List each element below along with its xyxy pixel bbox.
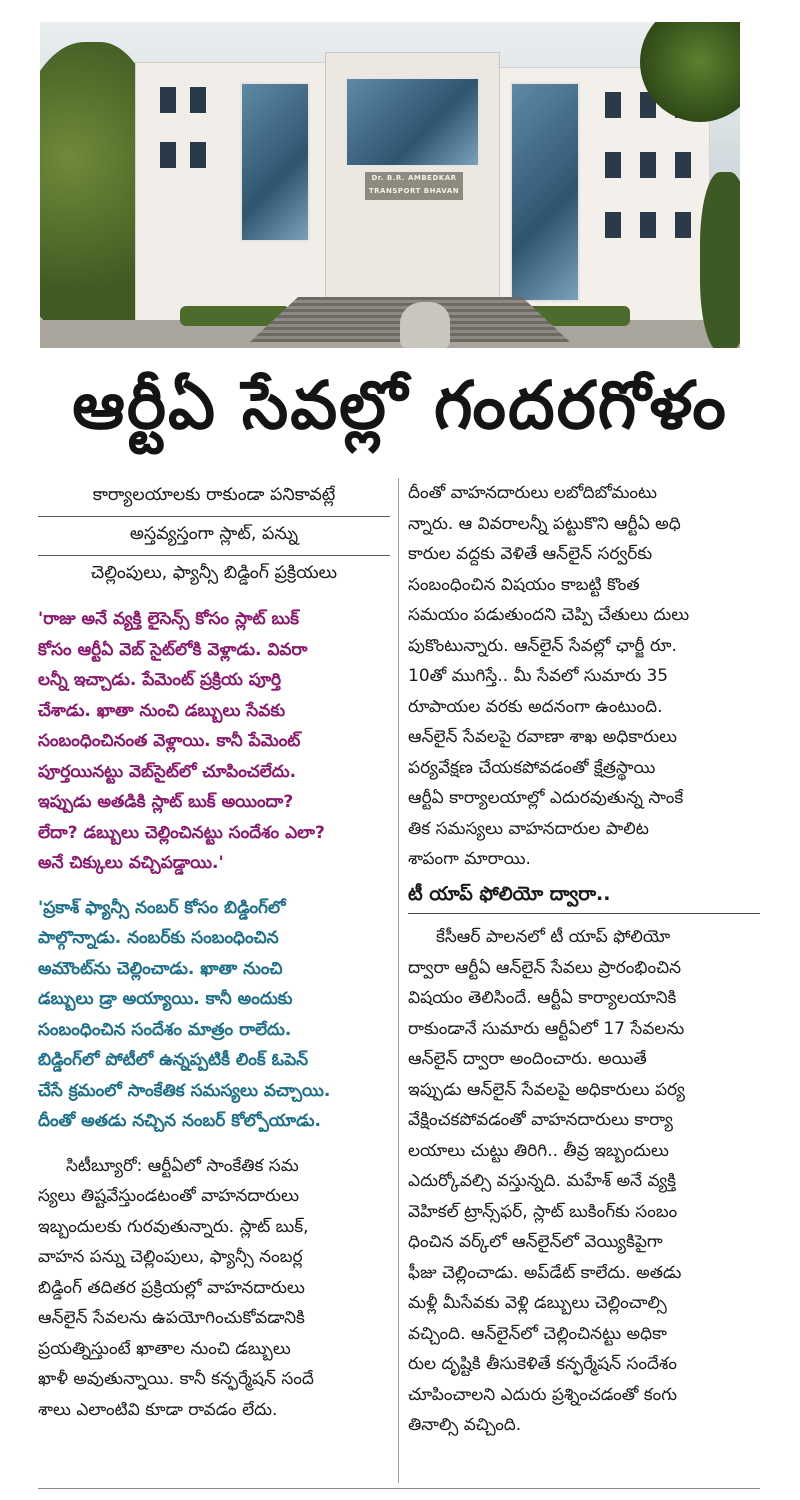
body-line: సిటీబ్యూరో: ఆర్టీఏలో సాంకేతిక సమ: [66, 1155, 299, 1176]
photo-glass-facade-left: [240, 82, 310, 242]
bottom-rule: [38, 1488, 760, 1489]
subheadline-line: కార్యాలయాలకు రాకుండా పనికావట్లే: [38, 478, 390, 517]
section-heading: టీ యాప్ ఫోలియో ద్వారా..: [408, 879, 760, 915]
photo-window: [605, 152, 621, 178]
quote-line: పూర్తయినట్టు వెబ్‌సైట్‌లో చూపించలేదు.: [38, 761, 297, 782]
right-column: [408, 478, 760, 1441]
left-column: [38, 478, 390, 1425]
photo-window: [190, 142, 206, 168]
subheadline-line: చెల్లింపులు, ఫ్యాన్సీ బిడ్డింగ్ ప్రక్రియలు: [90, 563, 338, 583]
body-line: మళ్లీ మీసేవకు వెళ్లి డబ్బులు చెల్లించాల్సి: [408, 1293, 667, 1313]
photo-window: [190, 87, 206, 113]
body-line: రూపాయల వరకు అదనంగా ఉంటుంది.: [408, 696, 663, 717]
body-line: వేక్షించకపోవడంతో వాహనదారులు కార్యా: [408, 1110, 673, 1130]
body-line: శాపంగా మారాయి.: [408, 849, 531, 869]
body-line: 10తో ముగిస్తే.. మీ సేవలో సుమారు 35: [408, 666, 669, 686]
quote-line: అమౌంట్‌ను చెల్లించాడు. ఖాతా నుంచి: [38, 958, 283, 979]
quote-line: 'ప్రకాశ్ ఫ్యాన్సీ నంబర్ కోసం బిడ్డింగ్‌లో: [38, 897, 286, 918]
body-line: బిడ్డింగ్ తదితర ప్రక్రియల్లో వాహనదారులు: [38, 1277, 305, 1298]
photo-glass-facade-right: [510, 82, 580, 302]
quote-line: చేశాడు. ఖాతా నుంచి డబ్బులు సేవకు: [38, 700, 286, 721]
photo-glass-facade-center: [345, 77, 480, 167]
photo-window: [605, 92, 621, 118]
photo-window: [160, 87, 176, 113]
quote-line: డబ్బులు డ్రా అయ్యాయి. కానీ అందుకు: [38, 989, 293, 1009]
body-line: వాహన పన్ను చెల్లింపులు, ఫ్యాన్సీ నంబర్ల: [38, 1247, 303, 1267]
body-line: ఫీజు చెల్లించాడు. అప్‌డేట్ కాలేదు. అతడు: [408, 1262, 682, 1283]
body-line: వచ్చింది. ఆన్‌లైన్‌లో చెల్లించినట్టు అధికా: [408, 1323, 667, 1344]
building-sign: [365, 172, 463, 200]
quote-line: చేసే క్రమంలో సాంకేతిక సమస్యలు వచ్చాయి.: [38, 1080, 331, 1101]
body-line: ప్రయత్నిస్తుంటే ఖాతాల నుంచి డబ్బులు: [38, 1338, 291, 1359]
body-line: తిక సమస్యలు వాహనదారుల పాలిట: [408, 818, 649, 839]
body-line: తినాల్సి వచ్చింది.: [408, 1415, 522, 1435]
body-line: ఆన్‌లైన్ సేవలపై రవాణా శాఖ అధికారులు: [408, 727, 678, 747]
body-line: స్యలు తిష్టవేస్తుండటంతో వాహనదారులు: [38, 1186, 299, 1206]
quote-line: సంబంధించిన సందేశం మాత్రం రాలేదు.: [38, 1019, 292, 1040]
body-line: చూపించాలని ఎదురు ప్రశ్నించడంతో కంగు: [408, 1384, 678, 1405]
building-sign-line1: Dr. B.R. AMBEDKAR: [371, 174, 457, 182]
column-divider: [398, 478, 399, 1483]
article-body-left: [38, 1151, 390, 1426]
body-line: విషయం తెలిసిందే. ఆర్టీఏ కార్యాలయానికి: [408, 988, 677, 1008]
body-line: కారుల వద్దకు వెళితే ఆన్‌లైన్ సర్వర్‌కు: [408, 544, 653, 564]
body-line: న్నారు. ఆ వివరాలన్నీ పట్టుకొని ఆర్టీఏ అధి: [408, 513, 681, 534]
body-line: ఇప్పుడు ఆన్‌లైన్ సేవలపై అధికారులు పర్య: [408, 1079, 685, 1100]
headline: ఆర్టీఏ సేవల్లో గందరగోళం: [72, 367, 728, 444]
quote-line: 'రాజు అనే వ్యక్తి లైసెన్స్ కోసం స్లాట్ బుక్: [38, 609, 300, 629]
subheadline: [38, 478, 390, 594]
photo-window: [675, 152, 691, 178]
body-line: శాలు ఎలాంటివి కూడా రావడం లేదు.: [38, 1399, 278, 1420]
article-body-right-2: [408, 922, 760, 1441]
body-line: ధించిన వర్క్‌లో ఆన్‌లైన్‌లో వెయ్యికిపైగా: [408, 1232, 663, 1252]
case-quote-raju: [38, 604, 390, 879]
body-line: ద్వారా ఆర్టీఏ ఆన్‌లైన్ సేవలు ప్రారంభించిన: [408, 957, 682, 978]
quote-line: కోసం ఆర్టీఏ వెబ్ సైట్‌లోకి వెళ్లాడు. వివరా: [38, 639, 308, 660]
body-line: ఇబ్బందులకు గురవుతున్నారు. స్లాట్ బుక్,: [38, 1216, 309, 1237]
quote-line: బిడ్డింగ్‌లో పోటీలో ఉన్నప్పటికీ లింక్ ఓపెన్: [38, 1050, 309, 1070]
photo-window: [640, 212, 656, 238]
quote-line: సంబంధించినంత వెళ్లాయి. కానీ పేమెంట్: [38, 731, 301, 751]
body-line: ఆర్టీఏ కార్యాలయాల్లో ఎదురవుతున్న సాంకే: [408, 788, 684, 808]
subheadline-line: అస్తవ్యస్తంగా స్లాట్, పన్ను: [38, 517, 390, 556]
quote-line: దీంతో అతడు నచ్చిన నంబర్ కోల్పోయాడు.: [38, 1111, 322, 1131]
case-quote-prakash: [38, 893, 390, 1137]
body-line: ఆన్‌లైన్ ద్వారా అందించారు. అయితే: [408, 1049, 647, 1069]
photo-window: [605, 212, 621, 238]
body-line: రాకుండానే సుమారు ఆర్టీఏలో 17 సేవలను: [408, 1018, 685, 1039]
body-line: ఎదుర్కోవల్సి వస్తున్నది. మహేశ్ అనే వ్యక్తి: [408, 1171, 677, 1191]
photo-window: [160, 142, 176, 168]
body-line: ఖాళీ అవుతున్నాయి. కానీ కన్ఫర్మేషన్ సందే: [38, 1369, 314, 1389]
body-line: దీంతో వాహనదారులు లబోదిబోమంటు: [408, 483, 658, 503]
building-sign-line2: TRANSPORT BHAVAN: [368, 187, 460, 195]
photo-window: [675, 212, 691, 238]
quote-line: లేదా? డబ్బులు చెల్లించినట్టు సందేశం ఎలా?: [38, 822, 325, 843]
body-line: ఆన్‌లైన్ సేవలను ఉపయోగించుకోవడానికి: [38, 1308, 305, 1328]
article-body-right-1: [408, 478, 760, 875]
body-line: లయాలు చుట్టు తిరిగి.. తీవ్ర ఇబ్బందులు: [408, 1140, 669, 1161]
body-line: సంబంధించిన విషయం కాబట్టి కొంత: [408, 574, 640, 595]
body-line: రుల దృష్టికి తీసుకెళితే కన్ఫర్మేషన్ సందేశం: [408, 1354, 677, 1374]
photo-rock: [400, 302, 450, 348]
quote-line: అనే చిక్కులు వచ్చిపడ్డాయి.': [38, 853, 224, 873]
quote-line: ఇప్పుడు అతడికి స్లాట్ బుక్ అయిందా?: [38, 792, 294, 812]
photo-window: [640, 152, 656, 178]
news-photo: [40, 22, 740, 348]
photo-tree-right-lower: [700, 172, 740, 348]
body-line: వెహికల్ ట్రాన్స్‌ఫర్, స్లాట్ బుకింగ్‌కు సంబం: [408, 1201, 678, 1222]
body-line: సమయం పడుతుందని చెప్పి చేతులు దులు: [408, 605, 690, 625]
body-line: పర్యవేక్షణ చేయకపోవడంతో క్షేత్రస్థాయి: [408, 757, 656, 778]
body-line: పుకొంటున్నారు. ఆన్‌లైన్ సేవల్లో ఛార్జీ రూ.: [408, 635, 677, 656]
quote-line: లన్నీ ఇచ్చాడు. పేమెంట్ ప్రక్రియ పూర్తి: [38, 670, 282, 690]
quote-line: పాల్గొన్నాడు. నంబర్‌కు సంబంధించిన: [38, 928, 279, 948]
body-line: కేసీఆర్ పాలనలో టీ యాప్ ఫోలియో: [436, 927, 671, 947]
